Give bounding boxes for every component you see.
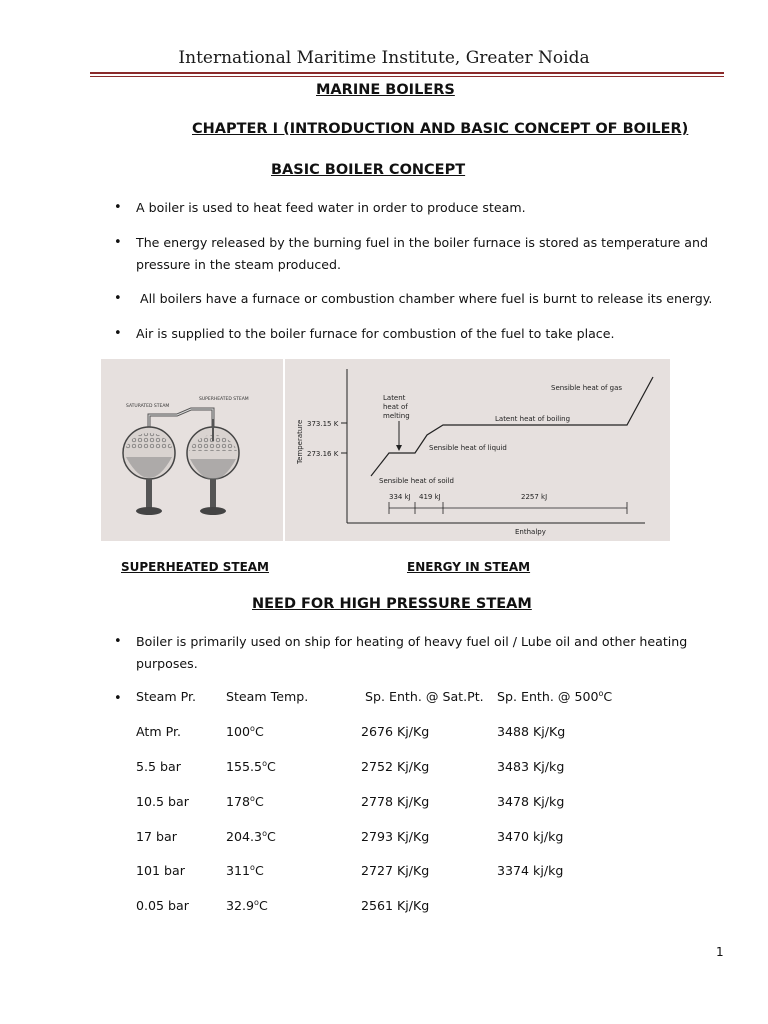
saturated-steam-label: SATURATED STEAM: [126, 404, 170, 409]
energy-boiling-value: 2257 kJ: [521, 493, 548, 501]
table-cell-enthalpy-500: 3483 Kj/kg: [497, 759, 565, 774]
table-cell-enthalpy-500: 3478 Kj/kg: [497, 794, 565, 809]
page-number: 1: [716, 945, 724, 959]
table-cell-enthalpy-sat: 2676 Kj/Kg: [361, 724, 430, 739]
table-cell-pressure: 0.05 bar: [136, 898, 189, 913]
superheated-steam-label: SUPERHEATED STEAM: [199, 397, 249, 402]
energy-solid-value: 334 kJ: [389, 493, 411, 501]
bullet-text: Air is supplied to the boiler furnace for combustion of the fuel to take place.: [136, 326, 615, 341]
table-cell-enthalpy-sat: 2752 Kj/Kg: [361, 759, 430, 774]
table-cell-enthalpy-sat: 2561 Kj/Kg: [361, 898, 430, 913]
table-cell-enthalpy-500: 3470 kj/kg: [497, 829, 564, 844]
bullet-text-continued: pressure in the steam produced.: [136, 257, 342, 272]
x-axis-label: Enthalpy: [515, 528, 546, 536]
bullet-text: Boiler is primarily used on ship for heating of heavy fuel oil / Lube oil and other heating: [136, 634, 688, 649]
latent-heat-melting-label-3: melting: [383, 412, 410, 420]
table-header-steam-pressure: Steam Pr.: [136, 689, 197, 704]
energy-liquid-value: 419 kJ: [419, 493, 441, 501]
caption-superheated-steam: SUPERHEATED STEAM: [121, 560, 269, 574]
table-cell-enthalpy-sat: 2778 Kj/Kg: [361, 794, 430, 809]
boiler-drums-illustration: [101, 359, 283, 541]
latent-heat-melting-label-1: Latent: [383, 394, 406, 402]
bullet-text: All boilers have a furnace or combustion chamber where fuel is burnt to release its energy.: [136, 291, 713, 306]
table-cell-pressure: 5.5 bar: [136, 759, 181, 774]
table-cell-pressure: Atm Pr.: [136, 724, 181, 739]
table-cell-temperature: 204.3$^o$C: [226, 829, 276, 844]
temperature-enthalpy-diagram: [285, 359, 670, 541]
table-cell-temperature: 100$^o$C: [226, 724, 264, 739]
bullet-marker: •: [114, 235, 122, 250]
main-title: MARINE BOILERS: [316, 82, 455, 98]
bullet-marker: •: [114, 291, 122, 306]
table-header-steam-temperature: Steam Temp.: [226, 689, 309, 704]
bullet-text: A boiler is used to heat feed water in order to produce steam.: [136, 200, 526, 215]
table-cell-temperature: 178$^o$C: [226, 794, 264, 809]
header-rule-thin: [90, 76, 724, 77]
tick-373: 373.15 K: [307, 420, 339, 428]
superheated-steam-figure: [101, 359, 283, 541]
institute-header: International Maritime Institute, Greater Noida: [178, 48, 590, 68]
latent-heat-melting-label-2: heat of: [383, 403, 408, 411]
latent-heat-boiling-label: Latent heat of boiling: [495, 415, 571, 423]
chapter-title: CHAPTER I (INTRODUCTION AND BASIC CONCEPT OF BOILER): [192, 121, 689, 137]
sensible-heat-gas-label: Sensible heat of gas: [551, 384, 623, 392]
section-title-high-pressure: NEED FOR HIGH PRESSURE STEAM: [252, 596, 532, 612]
table-cell-enthalpy-sat: 2727 Kj/Kg: [361, 863, 430, 878]
caption-energy-in-steam: ENERGY IN STEAM: [407, 560, 531, 574]
bullet-marker: •: [114, 691, 122, 706]
table-cell-temperature: 32.9$^o$C: [226, 898, 268, 913]
bullet-marker: •: [114, 326, 122, 341]
table-cell-temperature: 311$^o$C: [226, 863, 264, 878]
table-cell-temperature: 155.5$^o$C: [226, 759, 276, 774]
sensible-heat-liquid-label: Sensible heat of liquid: [429, 444, 507, 452]
table-cell-enthalpy-sat: 2793 Kj/Kg: [361, 829, 430, 844]
table-cell-pressure: 10.5 bar: [136, 794, 189, 809]
table-cell-enthalpy-500: 3488 Kj/Kg: [497, 724, 566, 739]
bullet-marker: •: [114, 634, 122, 649]
header-rule: [90, 72, 724, 74]
table-cell-enthalpy-500: 3374 kj/kg: [497, 863, 564, 878]
tick-273: 273.16 K: [307, 450, 339, 458]
energy-in-steam-figure: [285, 359, 670, 541]
bullet-text: The energy released by the burning fuel in the boiler furnace is stored as temperature and: [136, 235, 708, 250]
y-axis-label: Temperature: [296, 419, 304, 464]
section-title-basic-concept: BASIC BOILER CONCEPT: [271, 162, 466, 178]
sensible-heat-solid-label: Sensible heat of soild: [379, 477, 454, 485]
table-cell-pressure: 17 bar: [136, 829, 177, 844]
table-header-enthalpy-sat: Sp. Enth. @ Sat.Pt.: [365, 689, 484, 704]
table-cell-pressure: 101 bar: [136, 863, 185, 878]
bullet-marker: •: [114, 200, 122, 215]
table-header-enthalpy-500: Sp. Enth. @ 500$^o$C: [497, 689, 613, 704]
bullet-text-continued: purposes.: [136, 656, 198, 671]
